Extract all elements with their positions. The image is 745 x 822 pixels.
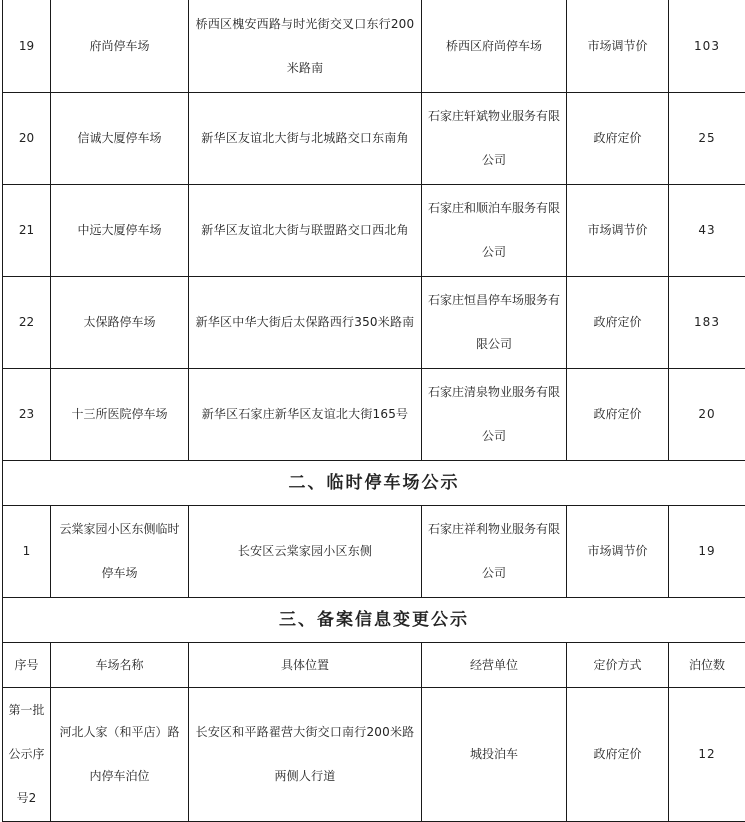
pricing-method: 政府定价 xyxy=(567,368,669,460)
table-row xyxy=(3,184,745,276)
parking-spaces: 103 xyxy=(669,0,745,92)
parking-lot-address: 长安区和平路翟营大街交口南行200米路两侧人行道 xyxy=(189,687,422,821)
header-spaces: 泊位数 xyxy=(669,642,745,687)
parking-lot-address: 新华区友谊北大街与联盟路交口西北角 xyxy=(189,184,422,276)
header-number: 序号 xyxy=(3,642,51,687)
parking-lot-address: 新华区友谊北大街与北城路交口东南角 xyxy=(189,92,422,184)
parking-lot-name: 府尚停车场 xyxy=(51,0,189,92)
parking-lot-name: 云棠家园小区东侧临时停车场 xyxy=(51,505,189,597)
row-number: 22 xyxy=(3,276,51,368)
parking-lot-address: 新华区中华大街后太保路西行350米路南 xyxy=(189,276,422,368)
row-number: 20 xyxy=(3,92,51,184)
operator-name: 石家庄祥利物业服务有限公司 xyxy=(422,505,567,597)
pricing-method: 市场调节价 xyxy=(567,0,669,92)
parking-lot-address: 新华区石家庄新华区友谊北大街165号 xyxy=(189,368,422,460)
parking-disclosure-table xyxy=(2,0,745,822)
table-row xyxy=(3,368,745,460)
section-title-temporary-parking: 二、临时停车场公示 xyxy=(3,460,745,505)
header-lot-name: 车场名称 xyxy=(51,642,189,687)
parking-lot-name: 太保路停车场 xyxy=(51,276,189,368)
header-location: 具体位置 xyxy=(189,642,422,687)
parking-spaces: 183 xyxy=(669,276,745,368)
header-pricing: 定价方式 xyxy=(567,642,669,687)
parking-spaces: 12 xyxy=(669,687,745,821)
parking-spaces: 20 xyxy=(669,368,745,460)
operator-name: 城投泊车 xyxy=(422,687,567,821)
pricing-method: 政府定价 xyxy=(567,687,669,821)
column-header-row xyxy=(3,642,745,687)
table-row xyxy=(3,505,745,597)
table-row xyxy=(3,0,745,92)
operator-name: 石家庄轩斌物业服务有限公司 xyxy=(422,92,567,184)
pricing-method: 政府定价 xyxy=(567,276,669,368)
table-row xyxy=(3,92,745,184)
table-row xyxy=(3,276,745,368)
row-number: 23 xyxy=(3,368,51,460)
pricing-method: 市场调节价 xyxy=(567,505,669,597)
section-title-row xyxy=(3,460,745,505)
row-number: 第一批公示序号2 xyxy=(3,687,51,821)
row-number: 1 xyxy=(3,505,51,597)
row-number: 21 xyxy=(3,184,51,276)
section-title-filing-changes: 三、备案信息变更公示 xyxy=(3,597,745,642)
parking-lot-name: 信诚大厦停车场 xyxy=(51,92,189,184)
parking-spaces: 19 xyxy=(669,505,745,597)
parking-lot-address: 桥西区槐安西路与时光街交叉口东行200米路南 xyxy=(189,0,422,92)
parking-lot-name: 十三所医院停车场 xyxy=(51,368,189,460)
row-number: 19 xyxy=(3,0,51,92)
operator-name: 石家庄清泉物业服务有限公司 xyxy=(422,368,567,460)
header-operator: 经营单位 xyxy=(422,642,567,687)
pricing-method: 市场调节价 xyxy=(567,184,669,276)
parking-lot-address: 长安区云棠家园小区东侧 xyxy=(189,505,422,597)
operator-name: 石家庄恒昌停车场服务有限公司 xyxy=(422,276,567,368)
parking-spaces: 25 xyxy=(669,92,745,184)
parking-spaces: 43 xyxy=(669,184,745,276)
table-row xyxy=(3,687,745,821)
parking-lot-name: 河北人家（和平店）路内停车泊位 xyxy=(51,687,189,821)
section-title-row xyxy=(3,597,745,642)
operator-name: 石家庄和顺泊车服务有限公司 xyxy=(422,184,567,276)
parking-lot-name: 中远大厦停车场 xyxy=(51,184,189,276)
pricing-method: 政府定价 xyxy=(567,92,669,184)
operator-name: 桥西区府尚停车场 xyxy=(422,0,567,92)
